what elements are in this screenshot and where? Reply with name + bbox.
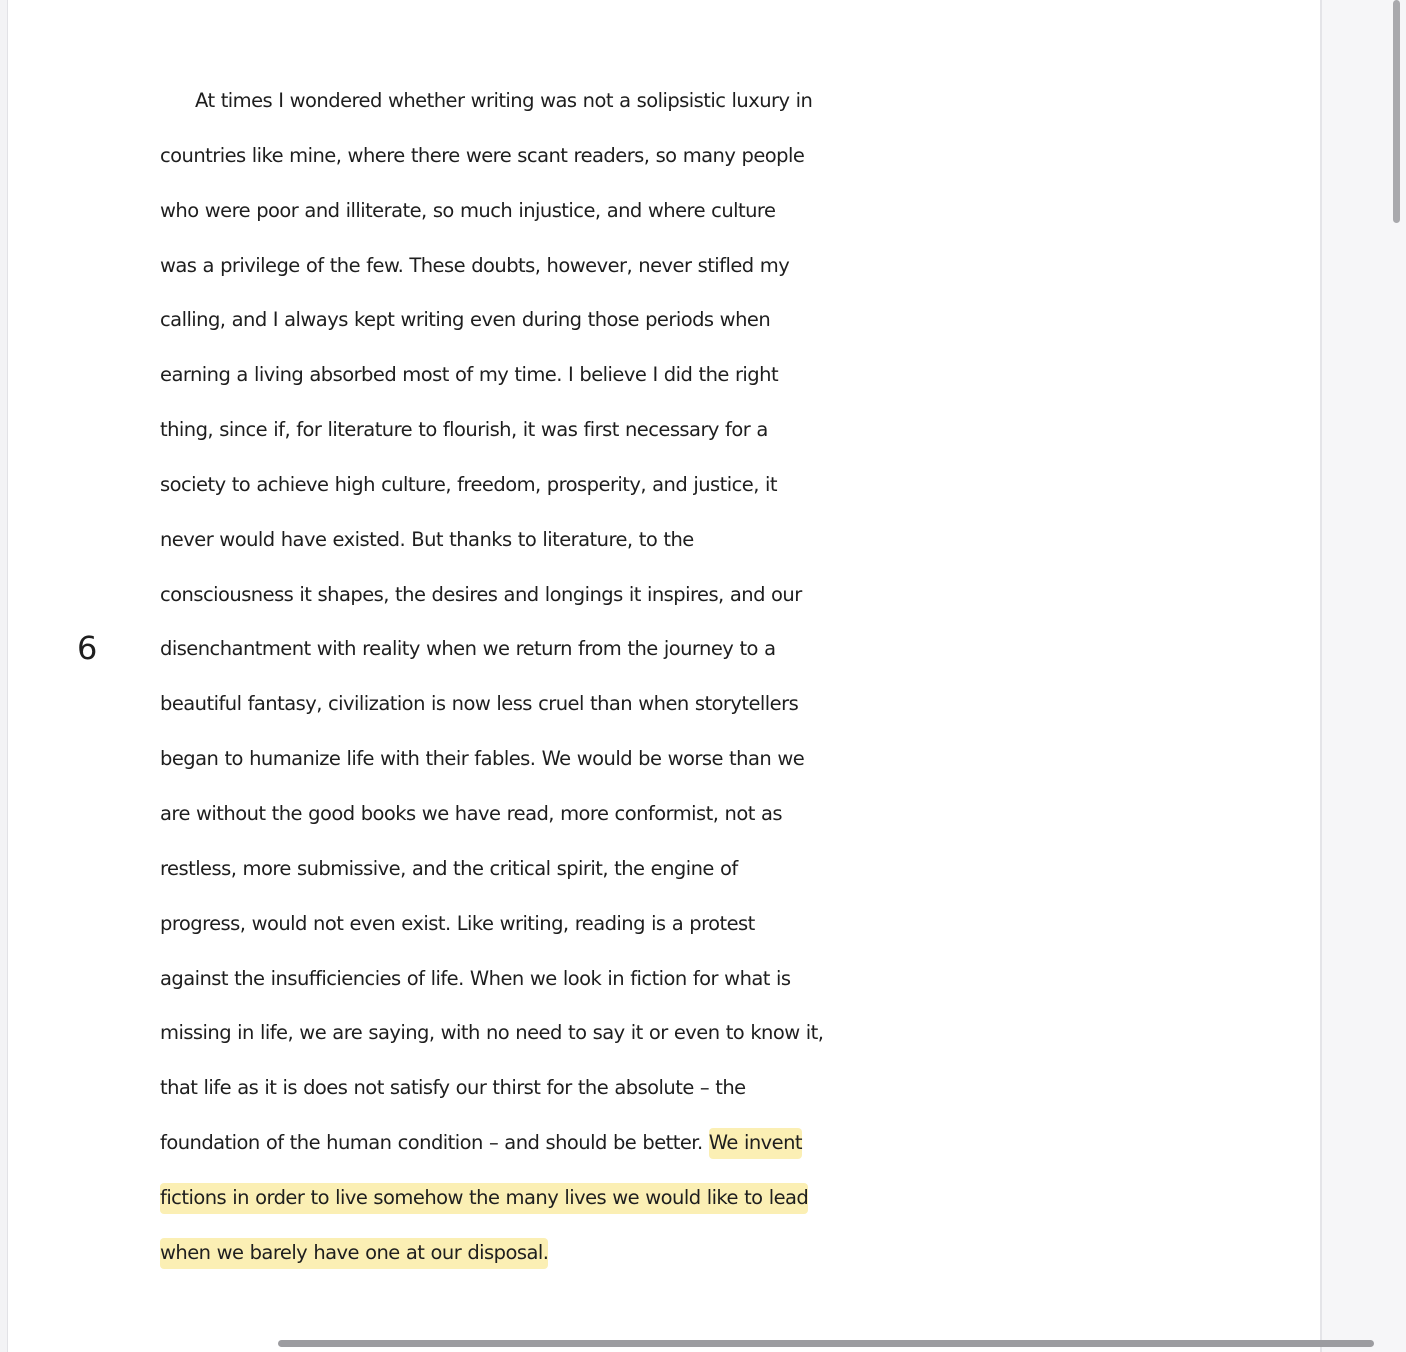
text-line: are without the good books we have read, more conformist, not as [160,801,782,825]
text-line: earning a living absorbed most of my time. I believe I did the right [160,363,779,387]
text-line: beautiful fantasy, civilization is now less cruel than when storytellers [160,692,799,716]
text-line: that life as it is does not satisfy our thirst for the absolute – the [160,1076,746,1100]
highlighted-text[interactable]: fictions in order to live somehow the many lives we would like to lead [160,1183,808,1214]
left-edge [0,0,8,1352]
text-line: against the insufficiencies of life. When we look in fiction for what is [160,966,791,990]
text-line: who were poor and illiterate, so much injustice, and where culture [160,198,776,222]
text-line: calling, and I always kept writing even during those periods when [160,308,771,332]
text-line: countries like mine, where there were scant readers, so many people [160,143,805,167]
document-page [9,0,1320,1352]
text-line: missing in life, we are saying, with no need to say it or even to know it, [160,1021,824,1045]
text-line: At times I wondered whether writing was not a solipsistic luxury in [195,89,813,112]
text-line: society to achieve high culture, freedom, prosperity, and justice, it [160,472,777,496]
paragraph-number: 6 [77,629,98,667]
text-line: foundation of the human condition – and should be better. We invent [160,1116,1270,1171]
highlighted-text[interactable]: when we barely have one at our disposal. [160,1238,548,1269]
text-line: never would have existed. But thanks to literature, to the [160,527,694,551]
text-line: progress, would not even exist. Like writing, reading is a protest [160,911,755,935]
text-line [160,1226,1270,1281]
paragraph-text [160,74,1270,1281]
text-line: consciousness it shapes, the desires and longings it inspires, and our [160,582,802,606]
horizontal-scrollbar-thumb[interactable] [278,1340,1374,1347]
text-line: thing, since if, for literature to flourish, it was first necessary for a [160,418,768,442]
text-line: was a privilege of the few. These doubts, however, never stifled my [160,253,790,277]
text-line: began to humanize life with their fables. We would be worse than we [160,747,805,771]
vertical-scrollbar-thumb[interactable] [1393,0,1400,223]
text-line [160,1171,1270,1226]
text-line: disenchantment with reality when we return from the journey to a [160,637,776,661]
highlighted-text[interactable]: We invent [709,1128,802,1159]
text-line: restless, more submissive, and the critical spirit, the engine of [160,856,738,880]
